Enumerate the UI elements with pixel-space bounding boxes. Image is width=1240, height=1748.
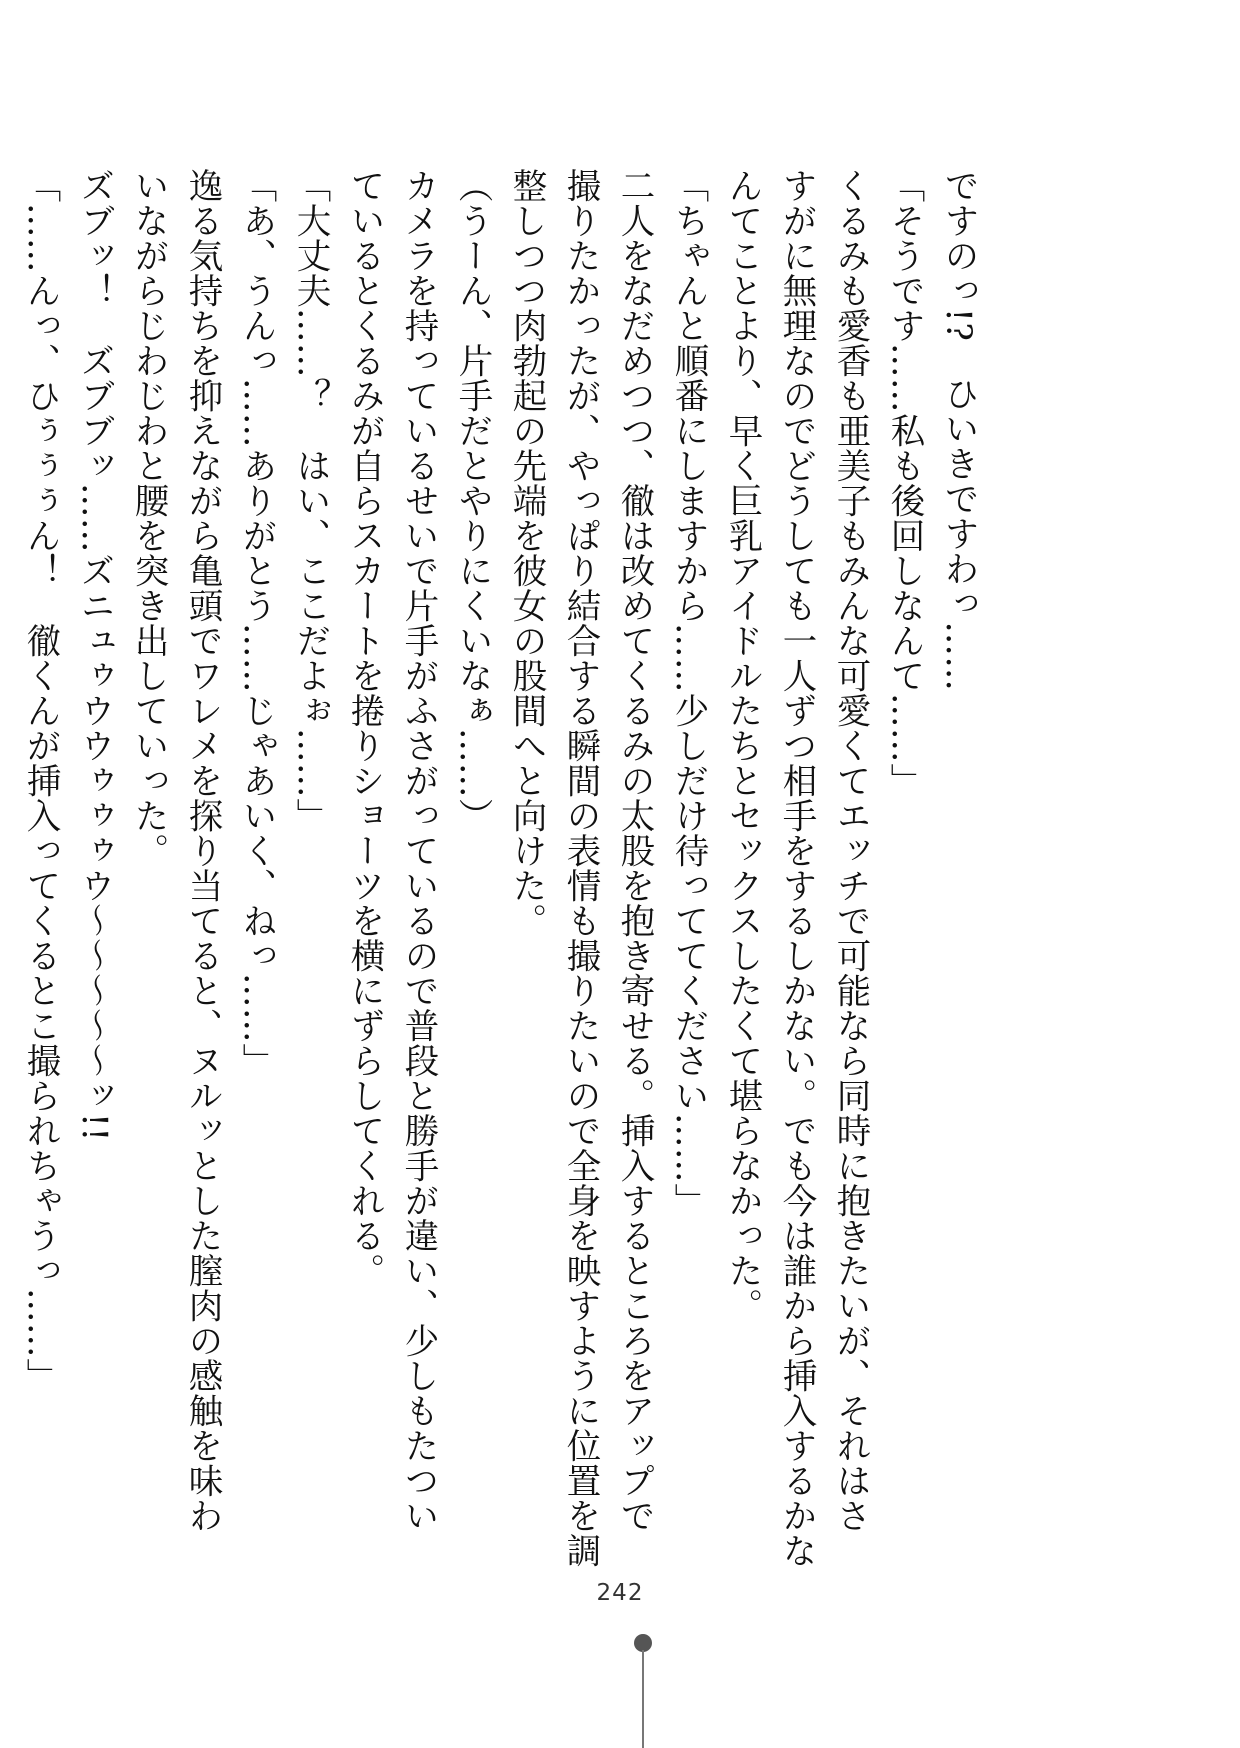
text-line-15: いながらじわじわと腰を突き出していった。 xyxy=(128,168,168,868)
text-line-13: 「あ、うんっ……ありがとう……じゃあいく、ねっ……」 xyxy=(236,168,276,1078)
ruby-annotation xyxy=(1,1,2,2)
text-line-1: 「そうです……私も後回しなんて……」 xyxy=(884,168,924,798)
text-line-0: ですのっ!? ひいきですわっ…… xyxy=(938,168,978,692)
text-line-4: んてことより、早く巨乳アイドルたちとセックスしたくて堪らなかった。 xyxy=(722,168,762,1323)
text-line-17 xyxy=(13,168,67,1558)
text-line-9: （うーん、片手だとやりにくいなぁ……） xyxy=(452,168,492,833)
text-line-8: 整しつつ肉勃起の先端を彼女の股間へと向けた。 xyxy=(506,168,546,938)
vertical-text-block xyxy=(20,168,985,1568)
page-number: 242 xyxy=(596,1580,644,1606)
text-line-5: 「ちゃんと順番にしますから……少しだけ待っててください……」 xyxy=(668,168,708,1218)
text-line-12: 「大丈夫……？ はい、ここだよぉ……」 xyxy=(290,168,330,833)
last-line-text: 「……んっ、ひぅぅぅん！ 徹くんが挿入ってくるとこ撮られちゃうっ……」 xyxy=(20,168,60,1393)
folio-line-ornament xyxy=(642,1650,644,1748)
text-line-16: ズブッ！ ズブブッ……ズニュゥウウゥゥゥウ～～～～～ッ!! xyxy=(74,168,114,1142)
text-line-3: すがに無理なのでどうしても一人ずつ相手をするしかない。でも今は誰から挿入するかな xyxy=(776,168,816,1568)
text-line-11: ているとくるみが自らスカートを捲りショーツを横にずらしてくれる。 xyxy=(344,168,384,1288)
text-line-10: カメラを持っているせいで片手がふさがっているので普段と勝手が違い、少しもたつい xyxy=(398,168,438,1533)
text-line-2: くるみも愛香も亜美子もみんな可愛くてエッチで可能なら同時に抱きたいが、それはさ xyxy=(830,168,870,1533)
text-line-14: 逸る気持ちを抑えながら亀頭でワレメを探り当てると、ヌルッとした膣肉の感触を味わ xyxy=(182,168,222,1533)
text-line-6: 二人をなだめつつ、徹は改めてくるみの太股を抱き寄せる。挿入するところをアップで xyxy=(614,168,654,1533)
text-line-7: 撮りたかったが、やっぱり結合する瞬間の表情も撮りたいので全身を映すように位置を調 xyxy=(560,168,600,1568)
